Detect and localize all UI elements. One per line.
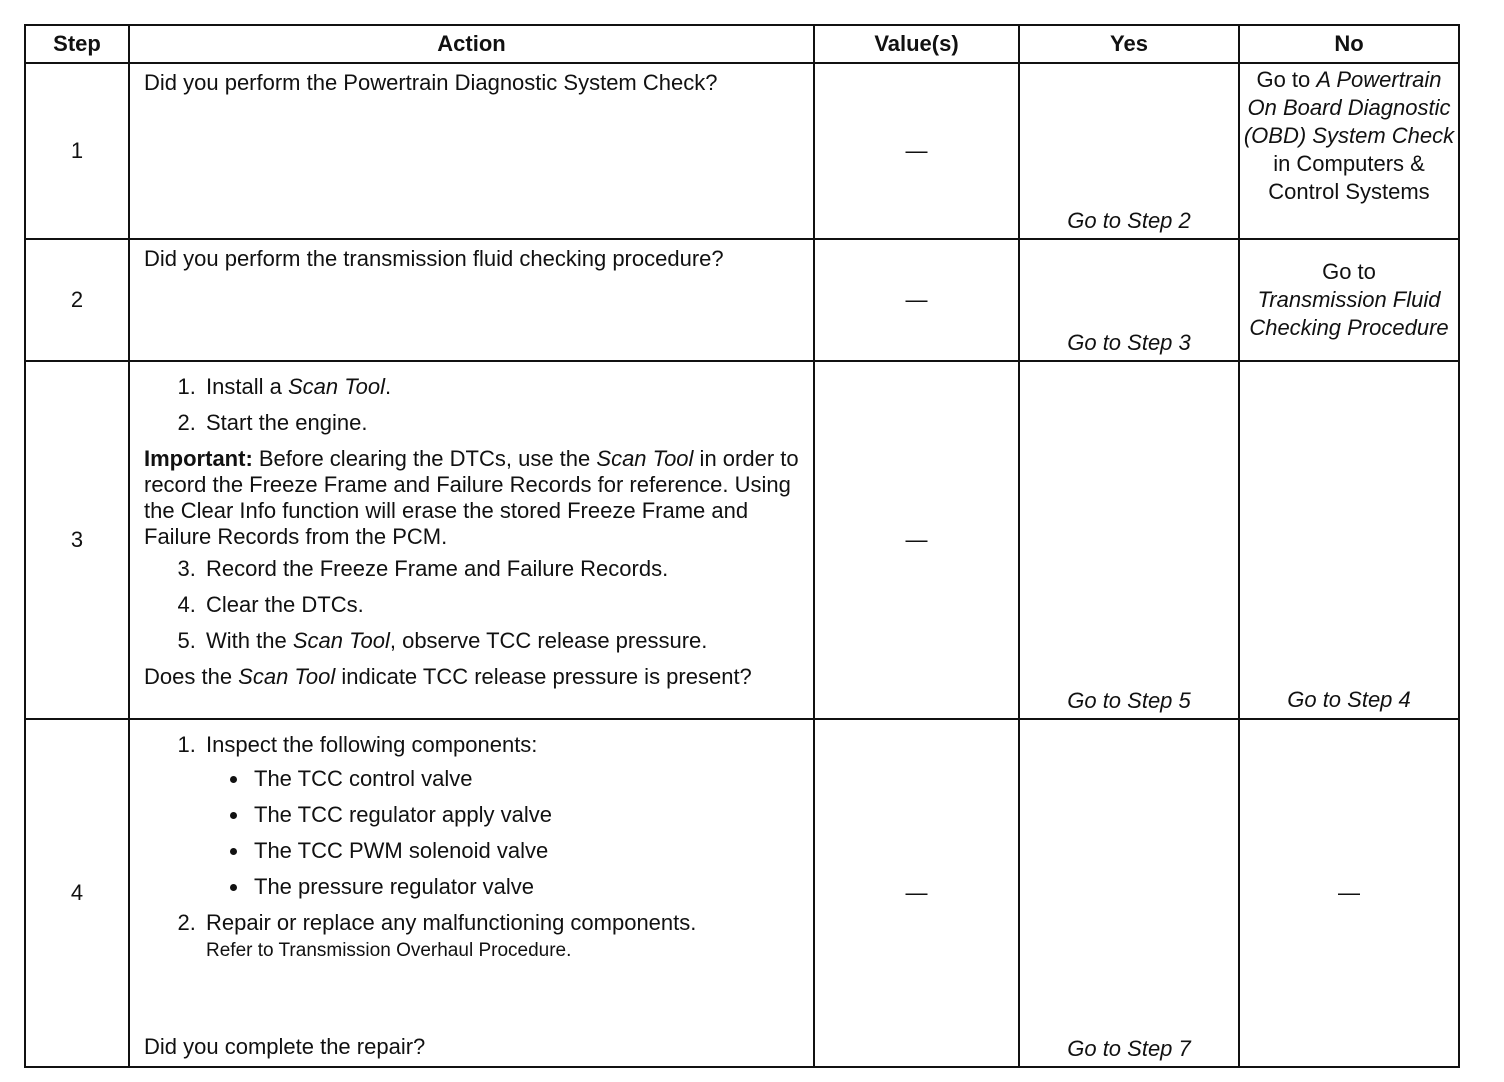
list-item: 4. Clear the DTCs. [202, 592, 803, 618]
header-values: Value(s) [814, 25, 1019, 63]
table-row [25, 361, 1459, 719]
list-item: 1. Inspect the following components: • The TCC control valve • The TCC regulator apply valve • The TCC PWM solenoid valve • The pressure regulator valve [202, 732, 803, 900]
components-list [206, 766, 803, 900]
diagnostic-table [24, 24, 1460, 1068]
list-item: 2. Start the engine. [202, 410, 803, 436]
step-number: 4 [25, 719, 129, 1067]
header-row [25, 25, 1459, 63]
bullet-item: • The TCC PWM solenoid valve [250, 838, 803, 864]
yes-cell: Go to Step 3 [1019, 239, 1239, 361]
steps-list [144, 732, 803, 962]
no-link: A Powertrain On Board Diagnostic (OBD) System Check [1243, 67, 1455, 148]
no-cell: Go to Step 4 [1239, 361, 1459, 719]
bullet-item: • The pressure regulator valve [250, 874, 803, 900]
bullet-item: • The TCC regulator apply valve [250, 802, 803, 828]
step-number: 2 [25, 239, 129, 361]
action-cell [129, 719, 814, 1067]
table-row [25, 63, 1459, 239]
question-text: Did you complete the repair? [144, 1034, 426, 1059]
procedure-note: Refer to Transmission Overhaul Procedure. [206, 940, 572, 961]
table-row [25, 239, 1459, 361]
bullet-item: • The TCC control valve [250, 766, 803, 792]
step-number: 3 [25, 361, 129, 719]
list-item: 2. Repair or replace any malfunctioning components. Refer to Transmission Overhaul Procedure. [202, 910, 803, 962]
list-item: 5. With the Scan Tool, observe TCC release pressure. [202, 628, 803, 654]
action-cell [129, 361, 814, 719]
no-suffix: in Computers & Control Systems [1268, 151, 1430, 204]
action-text: Did you perform the Powertrain Diagnostic System Check? [144, 70, 718, 95]
action-cell [129, 239, 814, 361]
important-note: Important: Before clearing the DTCs, use the Scan Tool in order to record the Freeze Frame and Failure Records for reference. Using the Clear Info function will erase the stored Freeze Frame and Failure Records from the PCM. [144, 446, 799, 549]
yes-cell: Go to Step 5 [1019, 361, 1239, 719]
value-cell: — [814, 63, 1019, 239]
step-number: 1 [25, 63, 129, 239]
yes-cell: Go to Step 2 [1019, 63, 1239, 239]
no-cell [1239, 239, 1459, 361]
list-item: 3. Record the Freeze Frame and Failure Records. [202, 556, 803, 582]
value-cell: — [814, 719, 1019, 1067]
no-prefix: Go to [1256, 67, 1317, 92]
header-no: No [1239, 25, 1459, 63]
no-prefix: Go to [1322, 259, 1376, 284]
no-cell: — [1239, 719, 1459, 1067]
yes-cell: Go to Step 7 [1019, 719, 1239, 1067]
steps-list [144, 556, 803, 654]
action-text: Did you perform the transmission fluid checking procedure? [144, 246, 724, 271]
question-text: Does the Scan Tool indicate TCC release pressure is present? [144, 664, 752, 689]
steps-list [144, 374, 803, 436]
value-cell: — [814, 361, 1019, 719]
header-action: Action [129, 25, 814, 63]
header-yes: Yes [1019, 25, 1239, 63]
list-item: 1. Install a Scan Tool. [202, 374, 803, 400]
value-cell: — [814, 239, 1019, 361]
header-step: Step [25, 25, 129, 63]
table-row [25, 719, 1459, 1067]
no-cell [1239, 63, 1459, 239]
no-link: Transmission Fluid Checking Procedure [1249, 287, 1449, 340]
action-cell [129, 63, 814, 239]
